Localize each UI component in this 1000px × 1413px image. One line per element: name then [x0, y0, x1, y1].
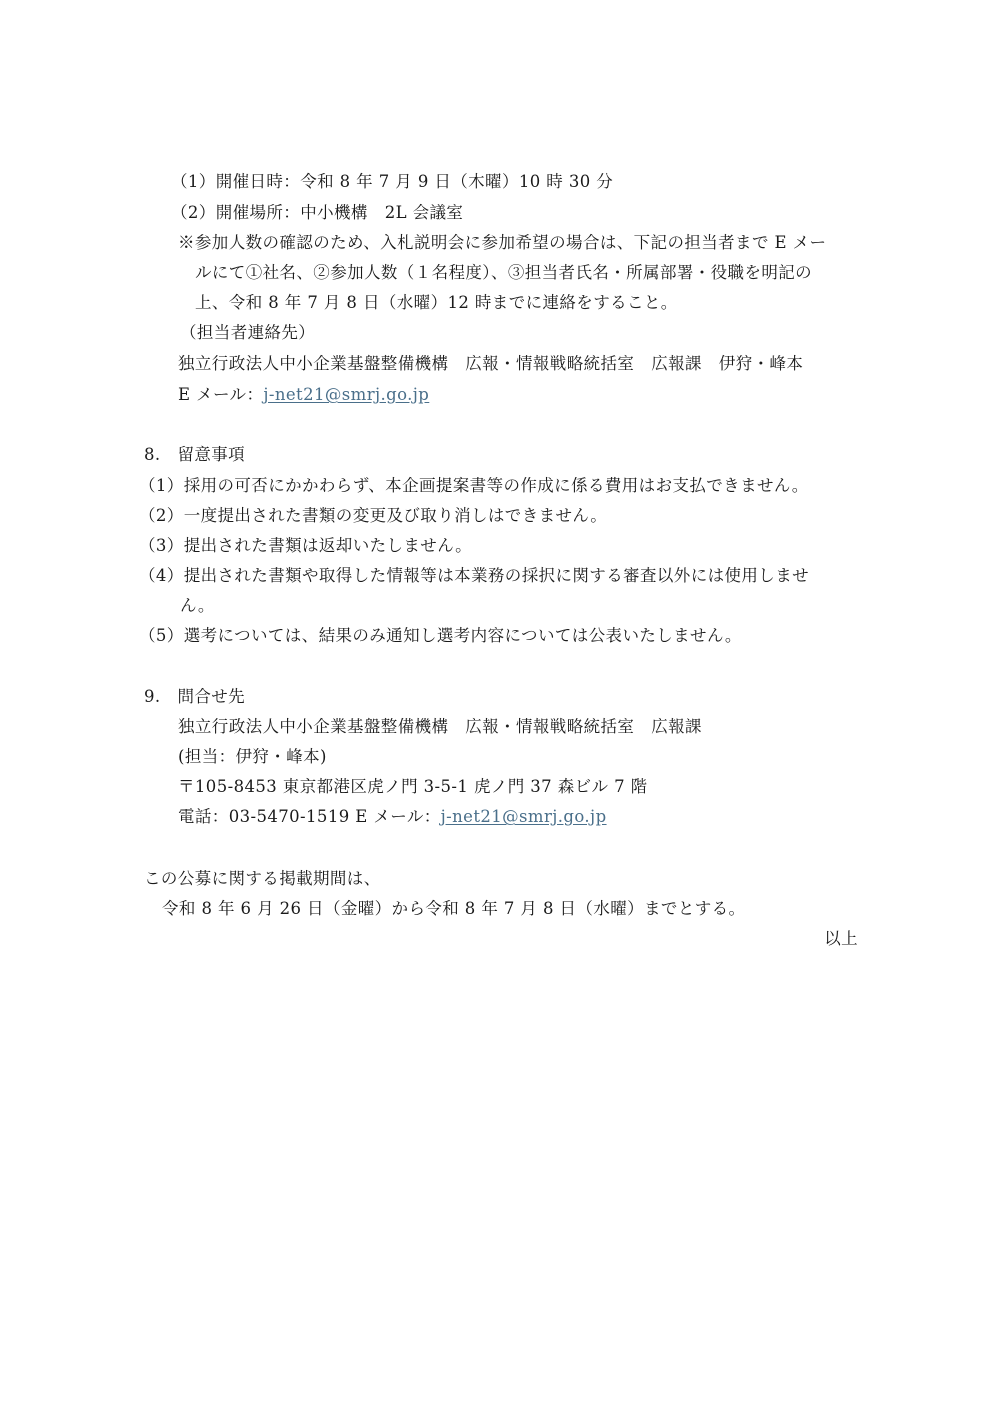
contact-organization: 独立行政法人中小企業基盤整備機構 広報・情報戦略統括室 広報課 伊狩・峰本 [178, 354, 804, 373]
inquiry-organization: 独立行政法人中小企業基盤整備機構 広報・情報戦略統括室 広報課 [178, 717, 702, 736]
inquiry-email-link[interactable]: j-net21@smrj.go.jp [440, 807, 607, 826]
briefing-date: （1）開催日時：令和 8 年 7 月 9 日（木曜）10 時 30 分 [171, 172, 614, 191]
section-8-heading: 8. 留意事項 [144, 445, 246, 464]
inquiry-address: 〒105-8453 東京都港区虎ノ門 3-5-1 虎ノ門 37 森ビル 7 階 [178, 777, 648, 796]
contact-email-link[interactable]: j-net21@smrj.go.jp [263, 385, 430, 404]
posting-period-dates: 令和 8 年 6 月 26 日（金曜）から令和 8 年 7 月 8 日（水曜）までとする。 [162, 899, 746, 918]
email-label: E メール： [178, 385, 264, 404]
posting-period-intro: この公募に関する掲載期間は、 [144, 869, 381, 888]
inquiry-person: (担当：伊狩・峰本) [178, 747, 327, 766]
briefing-note-line-1: ※参加人数の確認のため、入札説明会に参加希望の場合は、下記の担当者まで E メー [178, 233, 827, 252]
notice-item-1: （1）採用の可否にかかわらず、本企画提案書等の作成に係る費用はお支払できません。 [139, 476, 809, 495]
notice-item-5: （5）選考については、結果のみ通知し選考内容については公表いたしません。 [139, 626, 742, 645]
section-9-heading: 9. 問合せ先 [144, 687, 246, 706]
briefing-note-line-3: 上、令和 8 年 7 月 8 日（水曜）12 時までに連絡をすること。 [195, 293, 678, 312]
notice-item-2: （2）一度提出された書類の変更及び取り消しはできません。 [139, 506, 608, 525]
phone-and-email-label: 電話：03-5470-1519 E メール： [178, 807, 441, 826]
contact-email-line [178, 384, 429, 406]
inquiry-phone-email-line [178, 806, 607, 828]
contact-heading: （担当者連絡先） [180, 323, 316, 342]
briefing-place: （2）開催場所：中小機構 2L 会議室 [171, 203, 464, 222]
notice-item-3: （3）提出された書類は返却いたしません。 [139, 536, 472, 555]
notice-item-4-line-1: （4）提出された書類や取得した情報等は本業務の採択に関する審査以外には使用しませ [139, 566, 809, 585]
notice-item-4-line-2: ん。 [180, 596, 215, 615]
closing-mark: 以上 [824, 929, 858, 948]
briefing-note-line-2: ルにて①社名、②参加人数（１名程度）、③担当者氏名・所属部署・役職を明記の [195, 263, 813, 282]
